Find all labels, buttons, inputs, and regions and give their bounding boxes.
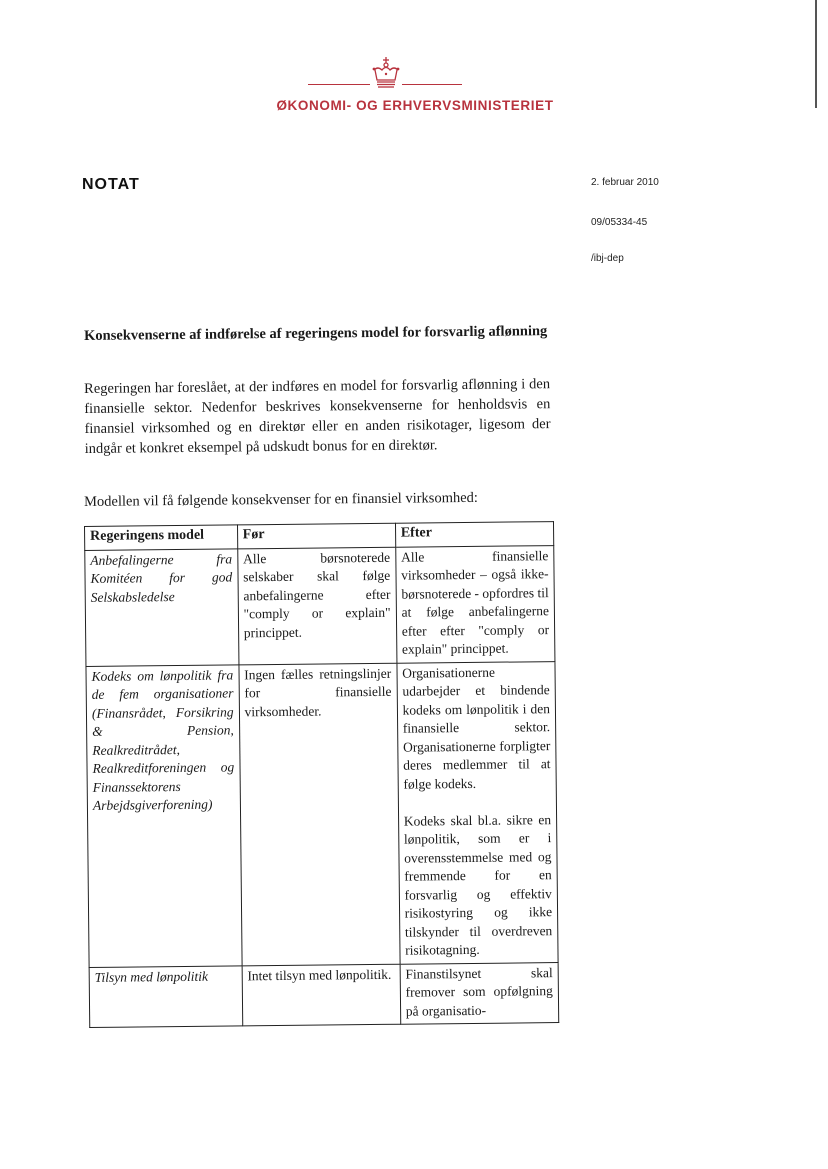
column-header-model: Regeringens model (85, 525, 238, 550)
cell-after: Organisationerne udarbejder et bindende kodeks om lønpolitik i den finansielle sektor. Organisationerne forpligter deres medlemmer til at følge kodeks. Kodeks skal bl.a. sikre en lønpolitik, som er i overensstemmelse med og fremmende for en forsvarlig og effektiv risikostyring og ikke tilskynder til overdreven risikotagning. (397, 661, 558, 964)
document-heading: Konsekvenserne af indførelse af regeringens model for forsvarlig aflønning (84, 323, 548, 344)
header-rule-left (308, 84, 370, 85)
header-rule-right (402, 84, 462, 85)
scan-edge-line (815, 0, 817, 108)
cell-after: Alle finansielle virksomheder – også ikke-børsnoterede - opfordres til at følge anbefalingerne efter efter "comply or explain" princippet. (395, 545, 555, 663)
intro-paragraph: Regeringen har foreslået, at der indføres en model for forsvarlig aflønning i den finansielle sektor. Nedenfor beskrives konsekvenserne for henholdsvis en finansiel virksomhed og en direktør eller en anden risikotager, ligesom der indgår et konkret eksempel på udskudt bonus for en direktør. (84, 376, 551, 457)
column-header-after: Efter (395, 522, 554, 547)
cell-model: Kodeks om lønpolitik fra de fem organisationer (Finansrådet, Forsikring & Pension, Realkreditrådet, Realkreditforeningen og Finanssektorens Arbejdsgiverforening) (86, 664, 242, 967)
cell-before: Intet tilsyn med lønpolitik. (242, 964, 401, 1026)
cell-model: Anbefalingerne fra Komitéen for god Selskabsledelse (85, 548, 239, 666)
author-initials: /ibj-dep (591, 253, 624, 264)
table-lead-text: Modellen vil få følgende konsekvenser for en finansiel virksomhed: (84, 489, 478, 510)
cell-before: Ingen fælles retningslinjer for finansielle virksomheder. (239, 663, 400, 966)
document-type: NOTAT (82, 176, 140, 193)
column-header-before: Før (237, 523, 395, 548)
cell-model: Tilsyn med lønpolitik (89, 965, 242, 1027)
ministry-name: ØKONOMI- OG ERHVERVSMINISTERIET (276, 98, 554, 113)
cell-after: Finanstilsynet skal fremover som opfølgning på organisatio- (400, 962, 559, 1024)
cell-before: Alle børsnoterede selskaber skal følge anbefalingerne efter "comply or explain" princippet. (237, 547, 396, 665)
consequences-table (84, 521, 559, 1028)
table-row (85, 545, 555, 666)
table-row (86, 661, 558, 967)
table-row (89, 962, 559, 1027)
document-reference: 09/05334-45 (591, 217, 648, 228)
document-date: 2. februar 2010 (591, 177, 659, 188)
royal-crown-icon (368, 56, 404, 90)
